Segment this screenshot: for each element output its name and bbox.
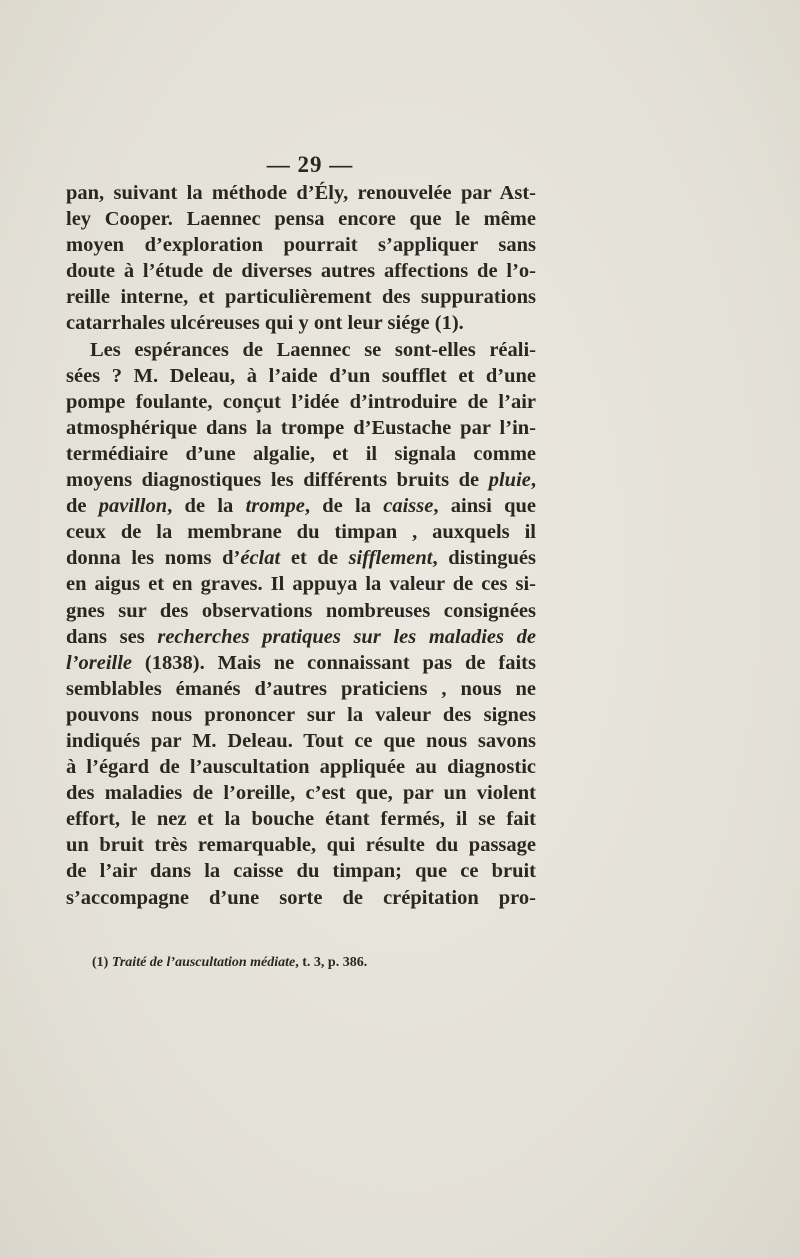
text-line	[66, 650, 536, 676]
text-line	[66, 598, 536, 624]
text-line	[66, 571, 536, 597]
text-segment: s’accompagne d’une sorte de crépitation pro-	[66, 886, 536, 909]
text-line	[66, 258, 536, 284]
italic-text: pluie	[488, 469, 531, 492]
text-segment: donna les noms d’	[66, 547, 241, 570]
text-segment: , t. 3, p. 386.	[295, 955, 368, 970]
italic-text: l’oreille	[66, 651, 133, 674]
italic-text: pavillon	[98, 495, 168, 518]
text-line	[66, 754, 536, 780]
text-segment: doute à l’étude de diverses autres affections de l’o-	[66, 260, 536, 283]
text-line	[66, 780, 536, 806]
text-segment: termédiaire d’une algalie, et il signala comme	[66, 442, 536, 465]
text-segment: ley Cooper. Laennec pensa encore que le même	[66, 208, 536, 231]
text-line	[66, 389, 536, 415]
text-line	[66, 415, 536, 441]
text-segment: ceux de la membrane du timpan , auxquels il	[66, 521, 536, 544]
text-line	[66, 728, 536, 754]
text-line	[66, 832, 536, 858]
text-line	[66, 545, 536, 571]
text-segment: un bruit très remarquable, qui résulte du passage	[66, 834, 536, 857]
text-segment: et de	[280, 547, 349, 570]
body-text	[66, 180, 536, 911]
text-segment: ,	[530, 469, 536, 492]
page-number: — 29 —	[266, 152, 354, 177]
text-segment: des maladies de l’oreille, c’est que, par un violent	[66, 782, 536, 805]
text-segment: catarrhales ulcéreuses qui y ont leur siége (1).	[66, 312, 464, 335]
text-line	[66, 441, 536, 467]
text-segment: pouvons nous prononcer sur la valeur des signes	[66, 703, 536, 726]
text-segment: atmosphérique dans la trompe d’Eustache par l’in-	[66, 416, 536, 439]
text-segment: (1)	[92, 955, 112, 970]
italic-text: caisse	[383, 495, 434, 518]
text-segment: (1838). Mais ne connaissant pas de faits	[132, 651, 536, 674]
text-line	[66, 858, 536, 884]
text-line	[66, 676, 536, 702]
text-line	[66, 206, 536, 232]
text-line	[66, 806, 536, 832]
text-segment: gnes sur des observations nombreuses consignées	[66, 599, 536, 622]
text-segment: indiqués par M. Deleau. Tout ce que nous savons	[66, 729, 536, 752]
italic-text: Traité de l’auscultation médiate	[111, 955, 296, 970]
italic-text: éclat	[240, 547, 281, 570]
text-line	[66, 284, 536, 310]
text-segment: reille interne, et particulièrement des suppurations	[66, 286, 536, 309]
text-segment: moyens diagnostiques les différents bruits de	[66, 469, 489, 492]
text-segment: de	[66, 495, 99, 518]
text-line	[66, 467, 536, 493]
text-segment: , ainsi que	[433, 495, 537, 518]
text-line	[66, 885, 536, 911]
text-line	[66, 180, 536, 206]
text-segment: pan, suivant la méthode d’Ély, renouvelée par Ast-	[66, 182, 536, 204]
text-segment: à l’égard de l’auscultation appliquée au diagnostic	[66, 756, 536, 779]
text-line	[66, 232, 536, 258]
text-segment: effort, le nez et la bouche étant fermés, il se fait	[66, 808, 536, 831]
text-segment: , de la	[304, 495, 384, 518]
text-line	[66, 519, 536, 545]
text-segment: , de la	[167, 495, 246, 518]
text-segment: dans ses	[66, 625, 158, 648]
text-line	[66, 310, 536, 336]
text-segment: en aigus et en graves. Il appuya la valeur de ces si-	[66, 573, 536, 596]
text-line	[66, 363, 536, 389]
text-segment: semblables émanés d’autres praticiens , nous ne	[66, 677, 536, 700]
text-line	[66, 702, 536, 728]
text-segment: moyen d’exploration pourrait s’appliquer sans	[66, 234, 536, 257]
text-segment: de l’air dans la caisse du timpan; que ce bruit	[66, 860, 536, 883]
text-line	[66, 337, 536, 363]
italic-text: trompe	[245, 495, 305, 518]
italic-text: sifflement	[348, 547, 433, 570]
footnote	[92, 955, 532, 971]
text-segment: , distingués	[432, 547, 536, 570]
italic-text: recherches pratiques sur les maladies de	[157, 625, 536, 648]
text-segment: sées ? M. Deleau, à l’aide d’un soufflet et d’une	[66, 364, 536, 387]
text-line	[66, 493, 536, 519]
text-line	[66, 624, 536, 650]
text-segment: pompe foulante, conçut l’idée d’introduire de l’air	[66, 390, 536, 413]
text-segment: Les espérances de Laennec se sont-elles réali-	[90, 338, 536, 361]
